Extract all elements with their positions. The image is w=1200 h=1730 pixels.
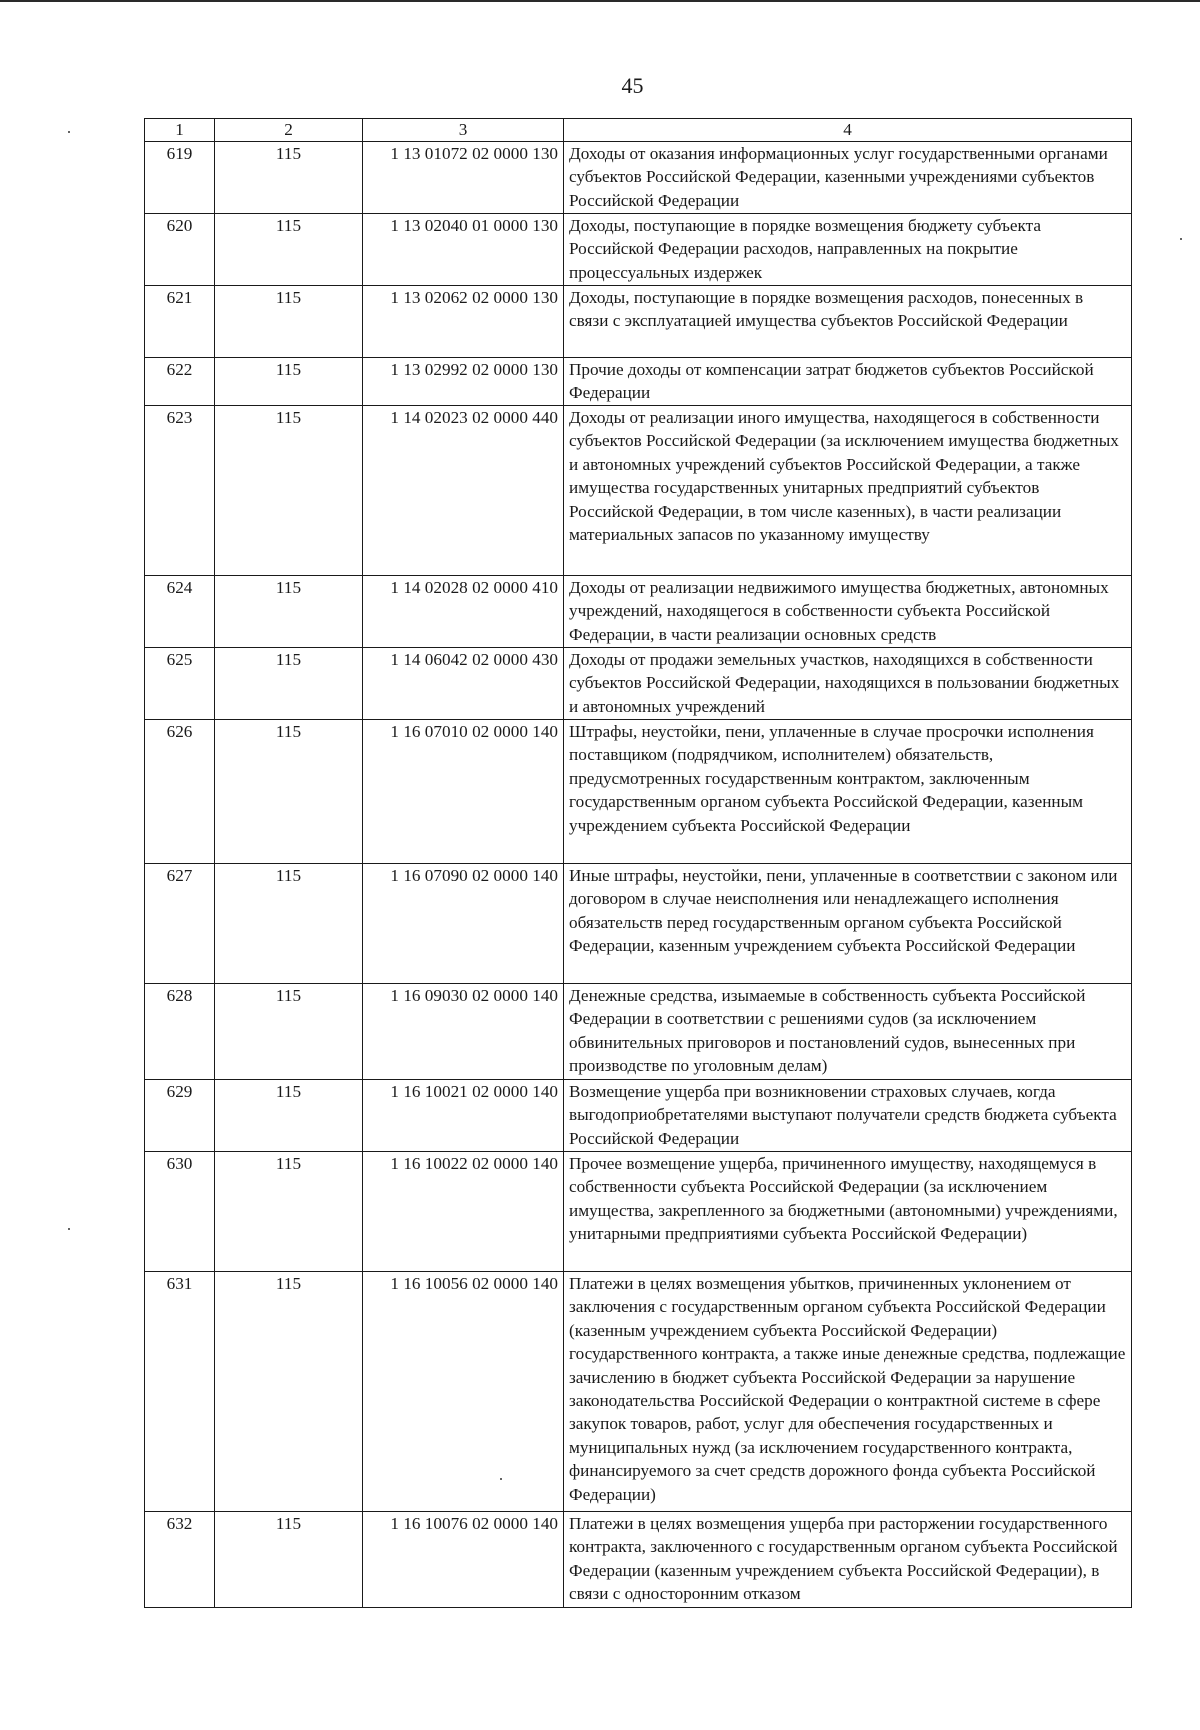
table-row — [145, 1272, 1132, 1512]
budget-code-cell: 1 13 01072 02 0000 130 — [363, 142, 564, 214]
row-number-cell: 620 — [145, 214, 215, 286]
administrator-code-cell: 115 — [215, 1272, 363, 1512]
administrator-code-cell: 115 — [215, 720, 363, 864]
income-description-cell: Штрафы, неустойки, пени, уплаченные в случае просрочки исполнения поставщиком (подрядчиком, исполнителем) обязательств, предусмотренных государственным контрактом, заключенным государственным органом субъекта Российской Федерации, казенным учреждением субъекта Российской Федерации — [564, 720, 1132, 864]
budget-code-cell: 1 16 10076 02 0000 140 — [363, 1512, 564, 1608]
row-number-cell: 624 — [145, 576, 215, 648]
column-header-4: 4 — [564, 119, 1132, 142]
budget-classification-table — [144, 118, 1132, 1608]
table-row — [145, 720, 1132, 864]
budget-code-cell: 1 16 10021 02 0000 140 — [363, 1080, 564, 1152]
page-number: 45 — [621, 73, 644, 98]
income-description-cell: Доходы от реализации недвижимого имущества бюджетных, автономных учреждений, находящегося в собственности субъекта Российской Федерации, в части реализации основных средств — [564, 576, 1132, 648]
table-row — [145, 1512, 1132, 1608]
table-row — [145, 286, 1132, 358]
administrator-code-cell: 115 — [215, 286, 363, 358]
administrator-code-cell: 115 — [215, 648, 363, 720]
row-number-cell: 621 — [145, 286, 215, 358]
budget-code-cell: 1 13 02040 01 0000 130 — [363, 214, 564, 286]
row-number-cell: 623 — [145, 406, 215, 576]
budget-code-cell: 1 14 02023 02 0000 440 — [363, 406, 564, 576]
table-row — [145, 984, 1132, 1080]
table-row — [145, 1152, 1132, 1272]
income-description-cell: Доходы от реализации иного имущества, находящегося в собственности субъектов Российской Федерации (за исключением имущества бюджетных и автономных учреждений субъектов Российской Федерации, а также имущества государственных унитарных предприятий субъектов Российской Федерации, в том числе казенных), в части реализации материальных запасов по указанному имуществу — [564, 406, 1132, 576]
table-row — [145, 1080, 1132, 1152]
administrator-code-cell: 115 — [215, 142, 363, 214]
administrator-code-cell: 115 — [215, 358, 363, 406]
budget-code-cell: 1 14 06042 02 0000 430 — [363, 648, 564, 720]
row-number-cell: 628 — [145, 984, 215, 1080]
administrator-code-cell: 115 — [215, 984, 363, 1080]
administrator-code-cell: 115 — [215, 1080, 363, 1152]
income-description-cell: Прочее возмещение ущерба, причиненного имуществу, находящемуся в собственности субъекта Российской Федерации (за исключением имущества, закрепленного за бюджетными (автономными) учреждениями, унитарными предприятиями субъекта Российской Федерации) — [564, 1152, 1132, 1272]
budget-code-cell: 1 16 07010 02 0000 140 — [363, 720, 564, 864]
table-row — [145, 214, 1132, 286]
budget-code-cell: 1 14 02028 02 0000 410 — [363, 576, 564, 648]
row-number-cell: 632 — [145, 1512, 215, 1608]
income-description-cell: Доходы от оказания информационных услуг государственными органами субъектов Российской Федерации, казенными учреждениями субъектов Российской Федерации — [564, 142, 1132, 214]
row-number-cell: 619 — [145, 142, 215, 214]
column-header-3: 3 — [363, 119, 564, 142]
table-row — [145, 358, 1132, 406]
budget-code-cell: 1 16 07090 02 0000 140 — [363, 864, 564, 984]
income-description-cell: Прочие доходы от компенсации затрат бюджетов субъектов Российской Федерации — [564, 358, 1132, 406]
row-number-cell: 630 — [145, 1152, 215, 1272]
table-row — [145, 576, 1132, 648]
budget-code-cell: 1 16 10022 02 0000 140 — [363, 1152, 564, 1272]
income-description-cell: Платежи в целях возмещения убытков, причиненных уклонением от заключения с государственным органом субъекта Российской Федерации (казенным учреждением субъекта Российской Федерации) государственного контракта, а также иные денежные средства, подлежащие зачислению в бюджет субъекта Российской Федерации за нарушение законодательства Российской Федерации о контрактной системе в сфере закупок товаров, работ, услуг для обеспечения государственных и муниципальных нужд (за исключением государственного контракта, финансируемого за счет средств дорожного фонда субъекта Российской Федерации) — [564, 1272, 1132, 1512]
table-row — [145, 648, 1132, 720]
income-description-cell: Доходы, поступающие в порядке возмещения расходов, понесенных в связи с эксплуатацией имущества субъектов Российской Федерации — [564, 286, 1132, 358]
scan-speck — [1180, 238, 1182, 240]
row-number-cell: 622 — [145, 358, 215, 406]
row-number-cell: 626 — [145, 720, 215, 864]
administrator-code-cell: 115 — [215, 214, 363, 286]
column-header-2: 2 — [215, 119, 363, 142]
budget-code-cell: 1 16 10056 02 0000 140 — [363, 1272, 564, 1512]
budget-code-cell: 1 13 02062 02 0000 130 — [363, 286, 564, 358]
scan-edge-top — [0, 0, 1200, 2]
income-description-cell: Возмещение ущерба при возникновении страховых случаев, когда выгодоприобретателями выступают получатели средств бюджета субъекта Российской Федерации — [564, 1080, 1132, 1152]
row-number-cell: 631 — [145, 1272, 215, 1512]
administrator-code-cell: 115 — [215, 406, 363, 576]
administrator-code-cell: 115 — [215, 1512, 363, 1608]
scan-speck — [68, 1228, 70, 1230]
administrator-code-cell: 115 — [215, 1152, 363, 1272]
income-description-cell: Денежные средства, изымаемые в собственность субъекта Российской Федерации в соответствии с решениями судов (за исключением обвинительных приговоров и постановлений судов, вынесенных при производстве по уголовным делам) — [564, 984, 1132, 1080]
administrator-code-cell: 115 — [215, 864, 363, 984]
row-number-cell: 629 — [145, 1080, 215, 1152]
table-row — [145, 864, 1132, 984]
income-description-cell: Доходы от продажи земельных участков, находящихся в собственности субъектов Российской Федерации, находящихся в пользовании бюджетных и автономных учреждений — [564, 648, 1132, 720]
income-description-cell: Платежи в целях возмещения ущерба при расторжении государственного контракта, заключенного с государственным органом субъекта Российской Федерации (казенным учреждением субъекта Российской Федерации), в связи с односторонним отказом — [564, 1512, 1132, 1608]
table-row — [145, 142, 1132, 214]
scan-speck — [68, 131, 70, 133]
table-header-row — [145, 119, 1132, 142]
administrator-code-cell: 115 — [215, 576, 363, 648]
income-description-cell: Доходы, поступающие в порядке возмещения бюджету субъекта Российской Федерации расходов, направленных на покрытие процессуальных издержек — [564, 214, 1132, 286]
row-number-cell: 627 — [145, 864, 215, 984]
budget-code-cell: 1 13 02992 02 0000 130 — [363, 358, 564, 406]
table-body — [145, 142, 1132, 1608]
budget-code-cell: 1 16 09030 02 0000 140 — [363, 984, 564, 1080]
row-number-cell: 625 — [145, 648, 215, 720]
table-row — [145, 406, 1132, 576]
income-description-cell: Иные штрафы, неустойки, пени, уплаченные в соответствии с законом или договором в случае неисполнения или ненадлежащего исполнения обязательств перед государственным органом субъекта Российской Федерации, казенным учреждением субъекта Российской Федерации — [564, 864, 1132, 984]
column-header-1: 1 — [145, 119, 215, 142]
